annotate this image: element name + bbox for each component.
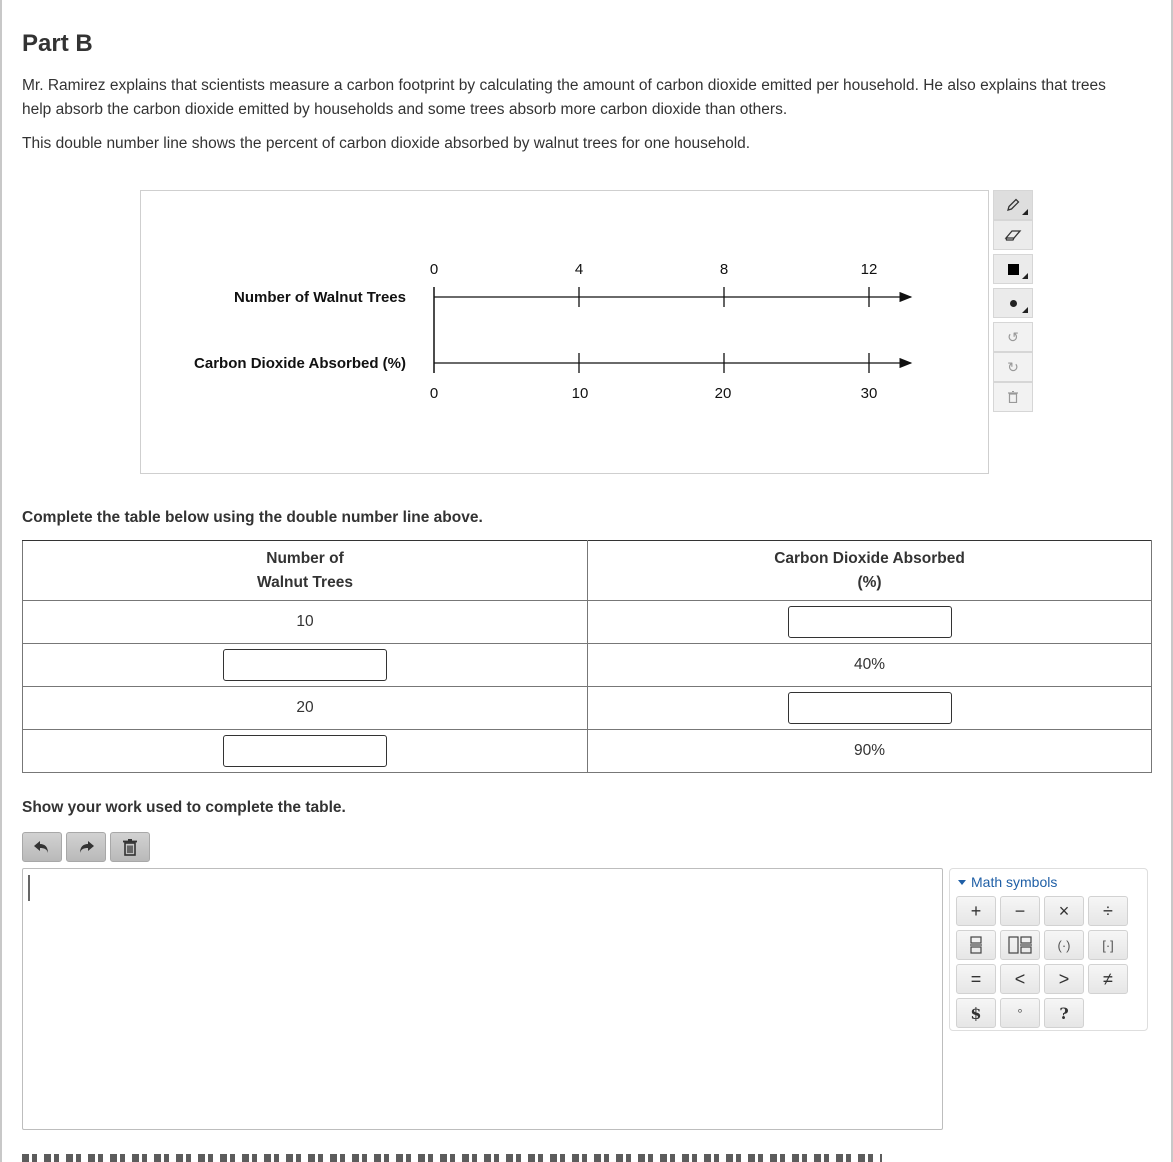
header-trees-line1: Number of (266, 549, 344, 567)
menu-corner-indicator (1022, 209, 1028, 215)
redo-icon: ↻ (1007, 358, 1019, 375)
percent-input-row1[interactable] (788, 606, 952, 638)
math-symbols-panel (949, 868, 1148, 1031)
square-color-icon (1008, 264, 1019, 275)
text-caret (28, 875, 30, 901)
table-row (23, 644, 1152, 687)
intro-paragraph: Mr. Ramirez explains that scientists measure a carbon footprint by calculating the amount of carbon dioxide emitted per household. He also explains that trees help absorb the carbon dioxide emitted by households and some trees absorb more carbon dioxide than others. (22, 77, 1106, 118)
ratio-table (22, 540, 1152, 773)
plus-button[interactable]: + (956, 896, 996, 926)
trees-input-row4[interactable] (223, 735, 387, 767)
trees-input-row2[interactable] (223, 649, 387, 681)
double-number-line-canvas[interactable] (140, 190, 989, 474)
question-mark-button[interactable]: ? (1044, 998, 1084, 1028)
trash-icon (122, 838, 138, 856)
percent-cell: 90% (588, 730, 1152, 773)
dollar-button[interactable]: $ (956, 998, 996, 1028)
undo-icon (33, 839, 51, 855)
work-text-editor[interactable] (22, 868, 943, 1130)
header-trees-line2: Walnut Trees (257, 573, 353, 591)
eraser-icon (1004, 227, 1022, 243)
percent-input-row3[interactable] (788, 692, 952, 724)
undo-tool-button[interactable] (993, 322, 1033, 352)
work-instruction: Show your work used to complete the table. (22, 799, 346, 816)
parentheses-button[interactable]: (·) (1044, 930, 1084, 960)
trash-icon (1008, 391, 1018, 403)
trees-cell (23, 730, 588, 773)
table-instruction: Complete the table below using the double number line above. (22, 509, 483, 526)
header-percent (588, 541, 1152, 601)
mixed-number-icon (1008, 936, 1032, 954)
table-row (23, 687, 1152, 730)
math-symbols-toggle[interactable] (958, 874, 1057, 890)
bottom-tick-label: 10 (571, 385, 589, 402)
color-tool-button[interactable] (993, 254, 1033, 284)
fraction-icon (970, 936, 982, 954)
dot-size-icon (1010, 300, 1017, 307)
number-line-description: This double number line shows the percent of carbon dioxide absorbed by walnut trees for one household. (22, 135, 751, 152)
bottom-tick-label: 30 (860, 385, 878, 402)
drawing-toolbar (993, 190, 1033, 412)
top-tick-label: 12 (860, 261, 878, 278)
math-symbols-grid (956, 896, 1128, 1028)
menu-corner-indicator (1022, 273, 1028, 279)
clear-tool-button[interactable] (993, 382, 1033, 412)
equals-button[interactable]: = (956, 964, 996, 994)
times-button[interactable]: × (1044, 896, 1084, 926)
double-number-line-graphic (141, 191, 990, 475)
undo-icon: ↺ (1007, 328, 1019, 345)
page-title: Part B (22, 30, 93, 57)
top-tick-label: 4 (574, 261, 584, 278)
top-tick-label: 8 (719, 261, 729, 278)
editor-redo-button[interactable] (66, 832, 106, 862)
eraser-tool-button[interactable] (993, 220, 1033, 250)
collapse-triangle-icon (958, 880, 966, 885)
pencil-tool-button[interactable] (993, 190, 1033, 220)
editor-undo-button[interactable] (22, 832, 62, 862)
percent-cell: 40% (588, 644, 1152, 687)
trees-cell: 10 (23, 601, 588, 644)
pencil-icon (1005, 197, 1021, 213)
editor-toolbar (22, 832, 150, 862)
trees-cell (23, 644, 588, 687)
window-left-border (0, 0, 2, 1162)
table-header-row (23, 541, 1152, 601)
number-line-bottom-label: Carbon Dioxide Absorbed (%) (194, 355, 406, 372)
fraction-button[interactable] (956, 930, 996, 960)
mixed-number-button[interactable] (1000, 930, 1040, 960)
redo-icon (77, 839, 95, 855)
next-question-text-clipped (22, 1154, 882, 1162)
trees-cell: 20 (23, 687, 588, 730)
minus-button[interactable]: − (1000, 896, 1040, 926)
size-tool-button[interactable] (993, 288, 1033, 318)
top-tick-label: 0 (429, 261, 439, 278)
percent-cell (588, 687, 1152, 730)
table-row (23, 730, 1152, 773)
math-symbols-header: Math symbols (971, 874, 1058, 890)
header-trees (23, 541, 588, 601)
degree-button[interactable]: ° (1000, 998, 1040, 1028)
greater-than-button[interactable]: > (1044, 964, 1084, 994)
not-equal-button[interactable]: ≠ (1088, 964, 1128, 994)
number-line-top-label: Number of Walnut Trees (234, 289, 406, 306)
header-percent-line2: (%) (857, 573, 882, 591)
redo-tool-button[interactable] (993, 352, 1033, 382)
bottom-tick-label: 0 (429, 385, 439, 402)
percent-cell (588, 601, 1152, 644)
header-percent-line1: Carbon Dioxide Absorbed (774, 549, 965, 567)
editor-clear-button[interactable] (110, 832, 150, 862)
bottom-tick-label: 20 (714, 385, 732, 402)
table-row (23, 601, 1152, 644)
less-than-button[interactable]: < (1000, 964, 1040, 994)
brackets-button[interactable]: [·] (1088, 930, 1128, 960)
menu-corner-indicator (1022, 307, 1028, 313)
divide-button[interactable]: ÷ (1088, 896, 1128, 926)
